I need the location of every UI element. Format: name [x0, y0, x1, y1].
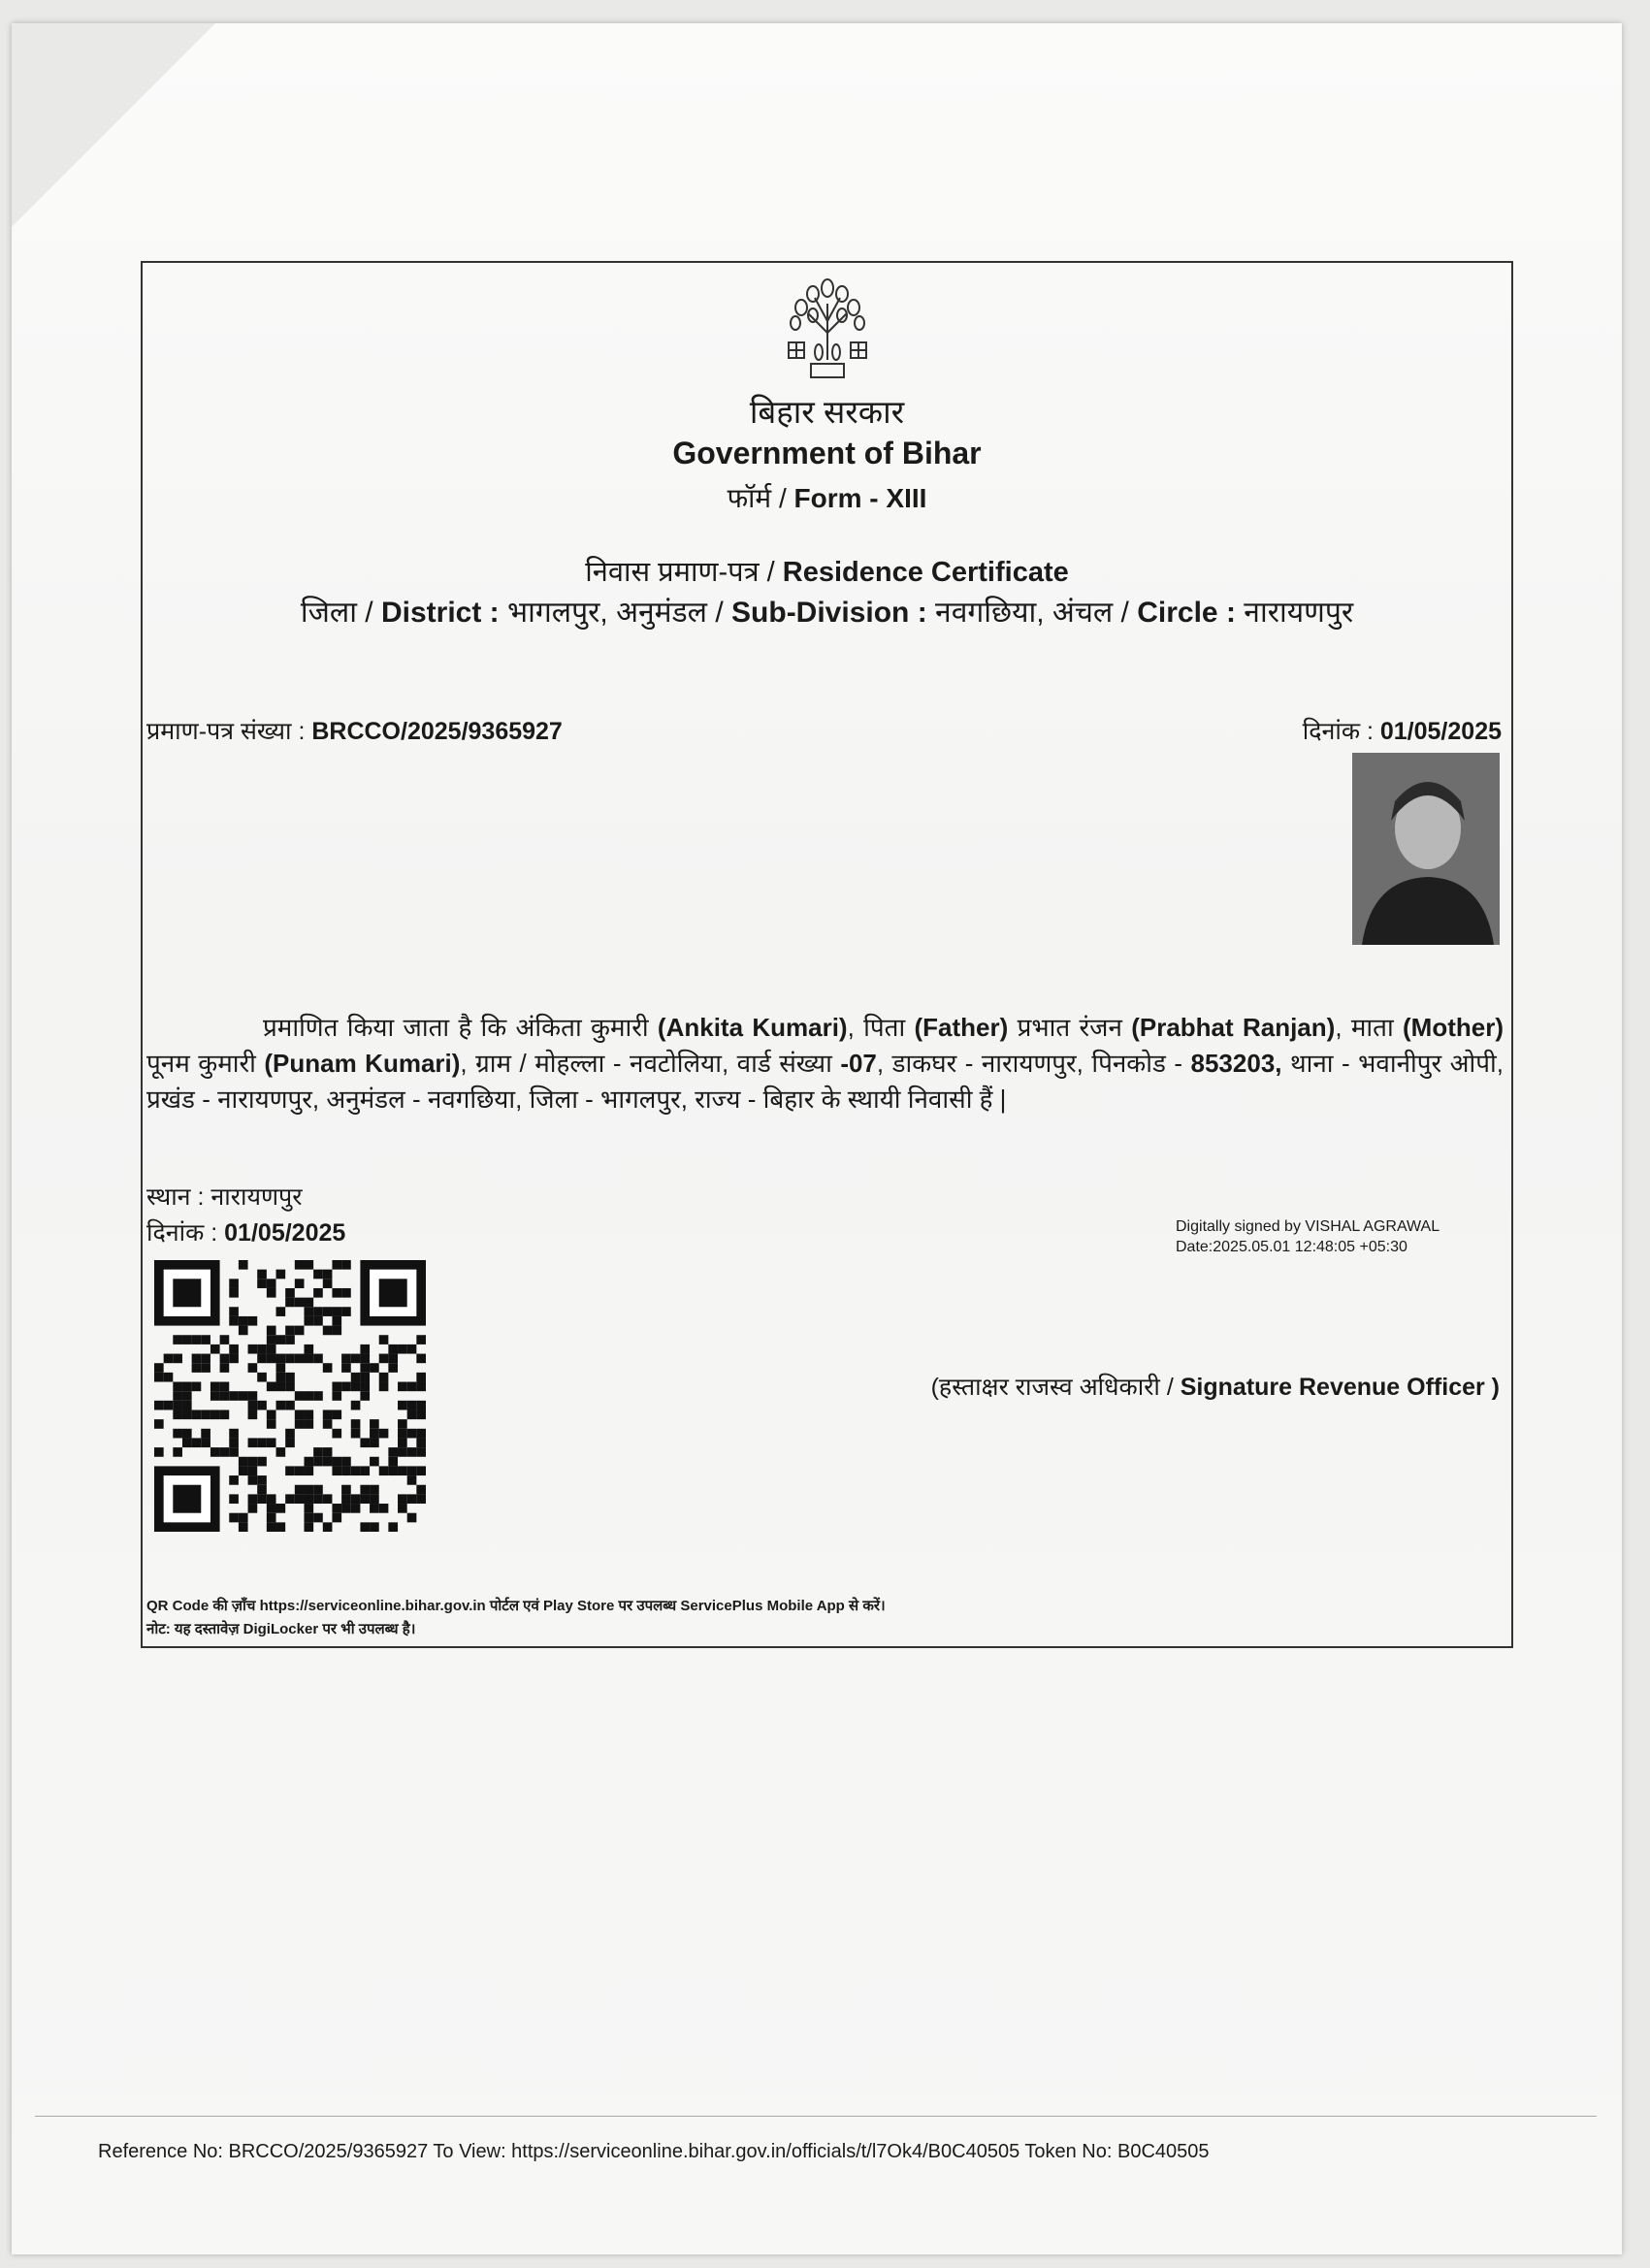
bihar-emblem-icon	[774, 275, 881, 381]
govt-hindi-title: बिहार सरकार	[749, 394, 905, 430]
footer-divider	[35, 2116, 1597, 2117]
certificate-sheet	[12, 23, 1622, 2254]
digilocker-note: नोट: यह दस्तावेज़ DigiLocker पर भी उपलब्ध है।	[146, 1621, 416, 1637]
person-photo-icon	[1352, 753, 1500, 945]
signing-date: दिनांक : 01/05/2025	[146, 1219, 346, 1247]
certificate-statement: प्रमाणित किया जाता है कि अंकिता कुमारी (Ankita Kumari), पिता (Father) प्रभात रंजन (Prabhat Ranjan), माता (Mother) पूनम कुमारी (Punam Kumari), ग्राम / मोहल्ला - नवटोलिया, वार्ड संख्या -07, डाकघर - नारायणपुर, पिनकोड - 853203, थाना - भवानीपुर ओपी, प्रखंड - नारायणपुर, अनुमंडल - नवगछिया, जिला - भागलपुर, राज्य - बिहार के स्थायी निवासी हैं |	[146, 1013, 1504, 1114]
applicant-photo	[1352, 753, 1500, 945]
folded-corner	[12, 23, 215, 227]
qr-code-icon[interactable]	[154, 1260, 426, 1532]
signature-label: (हस्ताक्षर राजस्व अधिकारी / Signature Revenue Officer )	[930, 1374, 1500, 1401]
certificate-title: निवास प्रमाण-पत्र / Residence Certificate	[585, 557, 1069, 588]
form-number: फॉर्म / Form - XIII	[727, 483, 927, 513]
qr-verification-note: QR Code की ज़ाँच https://serviceonline.bihar.gov.in पोर्टल एवं Play Store पर उपलब्ध ServicePlus Mobile App से करें।	[146, 1598, 886, 1614]
digital-signature-block: Digitally signed by VISHAL AGRAWAL Date:2025.05.01 12:48:05 +05:30	[1176, 1218, 1440, 1255]
issue-date: दिनांक : 01/05/2025	[1302, 718, 1502, 745]
place: स्थान : नारायणपुर	[146, 1183, 303, 1211]
reference-line: Reference No: BRCCO/2025/9365927 To View: https://serviceonline.bihar.gov.in/officials/t/l7Ok4/B0C40505 Token No: B0C40505	[98, 2141, 1210, 2162]
govt-english-title: Government of Bihar	[672, 436, 982, 470]
certificate-frame	[141, 261, 1513, 1648]
certificate-number: प्रमाण-पत्र संख्या : BRCCO/2025/9365927	[146, 718, 563, 745]
jurisdiction-line: जिला / District : भागलपुर, अनुमंडल / Sub-Division : नवगछिया, अंचल / Circle : नारायणपुर	[300, 597, 1354, 629]
